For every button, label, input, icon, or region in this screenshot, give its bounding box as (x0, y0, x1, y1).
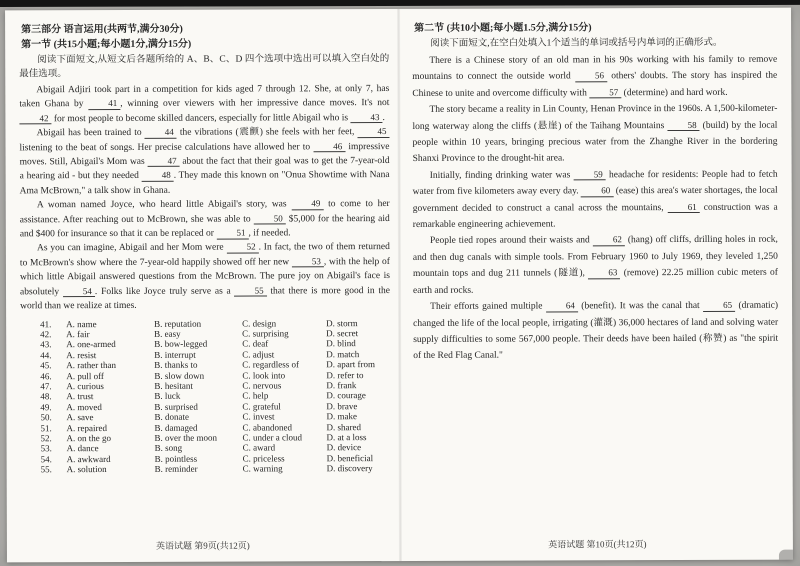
blank-54: 54 (63, 287, 95, 298)
cloze-passage (19, 82, 390, 314)
option-A: A. name (66, 318, 97, 329)
option-A: A. pull off (66, 370, 104, 381)
option-A: A. moved (66, 401, 102, 412)
option-A: A. resist (66, 349, 97, 360)
question-number: 43. (40, 339, 52, 350)
option-C: C. priceless (242, 453, 285, 464)
instructions-right: 阅读下面短文,在空白处填入1个适当的单词或括号内单词的正确形式。 (430, 37, 723, 49)
question-number: 53. (40, 443, 52, 454)
option-A: A. dance (66, 443, 99, 454)
page-footer-right: 英语试题 第10页(共12页) (548, 539, 647, 550)
blank-47: 47 (147, 157, 179, 168)
blank-44: 44 (145, 128, 177, 139)
option-D: D. shared (326, 421, 362, 432)
question-number: 52. (40, 433, 52, 444)
option-A: A. awkward (66, 453, 111, 464)
blank-53: 53 (292, 257, 324, 268)
blank-56: 56 (575, 72, 607, 83)
options-table (20, 318, 391, 475)
question-number: 41. (40, 318, 52, 329)
subsection-title-right: 第二节 (共10小题;每小题1.5分,满分15分) (414, 22, 592, 34)
question-number: 42. (40, 329, 52, 340)
option-B: B. reputation (154, 318, 202, 329)
grammar-fill-passage (412, 52, 778, 365)
blank-65: 65 (703, 301, 735, 312)
option-C: C. invest (242, 411, 275, 422)
option-C: C. nervous (242, 380, 282, 391)
blank-62: 62 (593, 236, 625, 247)
question-number: 50. (40, 412, 52, 423)
blank-43: 43 (350, 113, 382, 124)
option-D: D. beneficial (326, 452, 374, 464)
option-B: B. luck (154, 391, 181, 402)
option-D: D. device (326, 442, 362, 453)
cloze-paragraph-1: Abigail Adjiri took part in a competition for kids aged 7 through 12. She, at only 7, has taken Ghana by 41 , winning over viewers with her impressive dance moves. It's not 42 for most people to become skilled dancers, especially for little Abigail who is 43 . (19, 84, 390, 125)
question-number: 48. (40, 391, 52, 402)
option-A: A. rather than (66, 360, 117, 371)
option-D: D. match (326, 348, 360, 359)
option-A: A. repaired (66, 422, 107, 433)
option-D: D. discovery (326, 463, 373, 474)
question-number: 47. (40, 381, 52, 392)
option-C: C. look into (242, 369, 286, 381)
blank-42: 42 (19, 114, 51, 125)
blank-52: 52 (226, 243, 258, 254)
question-number: 45. (40, 360, 52, 371)
option-B: B. bow-legged (154, 338, 208, 350)
blank-58: 58 (667, 121, 699, 132)
options-row (41, 463, 391, 475)
blank-41: 41 (88, 99, 120, 110)
blank-51: 51 (216, 229, 248, 240)
option-D: D. storm (326, 317, 358, 328)
option-A: A. trust (66, 391, 94, 402)
cloze-paragraph-3: A woman named Joyce, who heard little Abigail's story, was 49 to come to her assistance. After reaching out to McBrown, she was able to 50 $5,000 for the hearing aid and $400 for insurance so that it can be replaced or 51 , if needed. (19, 198, 390, 240)
grammar-paragraph-1: There is a Chinese story of an old man in his 90s working with his family to remove mountains to connect the outside world 56 others' doubts. The story has inspired the Chinese to unite and overcome difficulty with 57 (determine) and hard work. (412, 54, 778, 99)
option-D: D. brave (326, 400, 358, 412)
option-B: B. over the moon (154, 432, 218, 443)
option-D: D. courage (326, 390, 366, 401)
option-C: C. adjust (242, 349, 275, 360)
option-A: A. on the go (66, 432, 112, 444)
blank-46: 46 (313, 142, 345, 153)
question-number: 49. (40, 401, 52, 413)
grammar-paragraph-5: Their efforts gained multiple 64 (benefit). It was the canal that 65 (dramatic) changed the life of the local people, irrigating (灌溉) 36,000 hectares of land and solving water supply difficulties to some 567,000 people. Their deeds have been hailed (称赞) as "the spirit of the Red Flag Canal." (413, 299, 779, 362)
option-B: B. donate (154, 411, 189, 423)
blank-48: 48 (142, 171, 174, 182)
option-B: B. song (154, 443, 183, 454)
option-D: D. make (326, 411, 357, 422)
option-C: C. warning (242, 463, 283, 474)
page-footer-left: 英语试题 第9页(共12页) (156, 540, 250, 551)
option-D: D. at a loss (326, 432, 367, 443)
option-B: B. surprised (154, 401, 198, 412)
blank-63: 63 (588, 269, 620, 280)
grammar-paragraph-2: The story became a reality in Lin County, Henan Province in the 1960s. A 1,500-kilometer-long waterway along the cliffs (悬崖) of the Taihang Mountains 58 (build) by the local people within 10 years, bringing precious water from the Zhanghe River in the bordering Shanxi Province to the drought-hit area. (412, 103, 778, 165)
blank-61: 61 (668, 203, 700, 214)
question-number: 46. (40, 370, 52, 381)
option-A: A. one-armed (66, 339, 116, 350)
option-B: B. pointless (154, 453, 198, 464)
page-right (400, 8, 793, 561)
option-A: A. solution (66, 464, 107, 475)
question-number: 51. (40, 422, 52, 433)
option-B: B. reminder (154, 463, 198, 475)
option-C: C. design (242, 317, 277, 329)
option-C: C. grateful (242, 401, 281, 412)
grammar-paragraph-4: People tied ropes around their waists and 62 (hang) off cliffs, drilling holes in rock, and then dug canals with simple tools. From February 1960 to July 1969, they leveled 1,250 mountain tops and dug 211 tunnels (隧道), 63 (remove) 22.25 million cubic meters of earth and rocks. (412, 234, 778, 296)
option-C: C. award (242, 442, 276, 453)
option-C: C. help (242, 390, 269, 401)
blank-55: 55 (234, 286, 266, 297)
cloze-paragraph-4: As you can imagine, Abigail and her Mom were 52 . In fact, the two of them returned to McBrown's show where the 7-year-old happily showed off her new 53 , with the help of which little Abigail answered questions from the McBrown. The pure joy on Abigail's face is absolutely 54 . Folks like Joyce truly serve as a 55 that there is more good in the world than we realize at times. (19, 241, 391, 312)
subsection-title-left: 第一节 (共15小题;每小题1分,满分15分) (21, 38, 192, 51)
option-B: B. damaged (154, 422, 198, 433)
option-C: C. abandoned (242, 421, 293, 433)
grammar-paragraph-3: Initially, finding drinking water was 59 headache for residents: People had to fetch water from five kilometers away every day. 60 (ease) this area's water shortages, the local government decided to construct a canal across the mountains, 61 construction was a remarkable engineering achievement. (412, 169, 778, 231)
option-C: C. regardless of (242, 359, 300, 370)
page-left (5, 9, 399, 562)
blank-50: 50 (254, 214, 286, 225)
option-D: D. secret (326, 328, 359, 339)
question-number: 44. (40, 349, 52, 360)
blank-49: 49 (291, 200, 323, 211)
option-A: A. fair (66, 328, 90, 340)
option-D: D. refer to (326, 369, 364, 380)
paper-sheet (5, 8, 793, 563)
option-B: B. hesitant (154, 380, 193, 391)
blank-57: 57 (589, 88, 621, 99)
page-corner-shadow (779, 550, 793, 560)
option-B: B. easy (154, 328, 181, 339)
option-D: D. blind (326, 338, 356, 349)
option-A: A. curious (66, 380, 104, 392)
question-number: 54. (40, 453, 52, 465)
option-C: C. deaf (242, 338, 269, 349)
option-C: C. under a cloud (242, 432, 303, 443)
question-number: 55. (40, 464, 52, 475)
instructions-left: 阅读下面短文,从短文后各题所给的 A、B、C、D 四个选项中选出可以填入空白处的最佳选项。 (19, 54, 390, 80)
option-B: B. slow down (154, 370, 205, 381)
cloze-paragraph-2: Abigail has been trained to 44 the vibrations (震颤) she feels with her feet, 45 listening to the beat of songs. Her precise calculations have allowed her to 46 impressive moves. Still, Abigail's Mom was 47 about the fact that their goal was to get the 7-year-old a hearing aid - but they needed 48 . They made this known on "Onua Showtime with Nana Ama McBrown," a talk show in Ghana. (19, 126, 390, 197)
option-B: B. interrupt (154, 349, 196, 360)
blank-59: 59 (574, 170, 606, 181)
option-D: D. frank (326, 380, 357, 391)
blank-60: 60 (581, 187, 613, 198)
blank-64: 64 (546, 301, 578, 312)
scanner-edge (0, 0, 800, 7)
option-B: B. thanks to (154, 359, 198, 370)
option-C: C. surprising (242, 328, 289, 339)
blank-45: 45 (357, 127, 389, 138)
option-D: D. apart from (326, 359, 376, 370)
option-A: A. save (66, 412, 94, 423)
section-title: 第三部分 语言运用(共两节,满分30分) (21, 23, 183, 36)
